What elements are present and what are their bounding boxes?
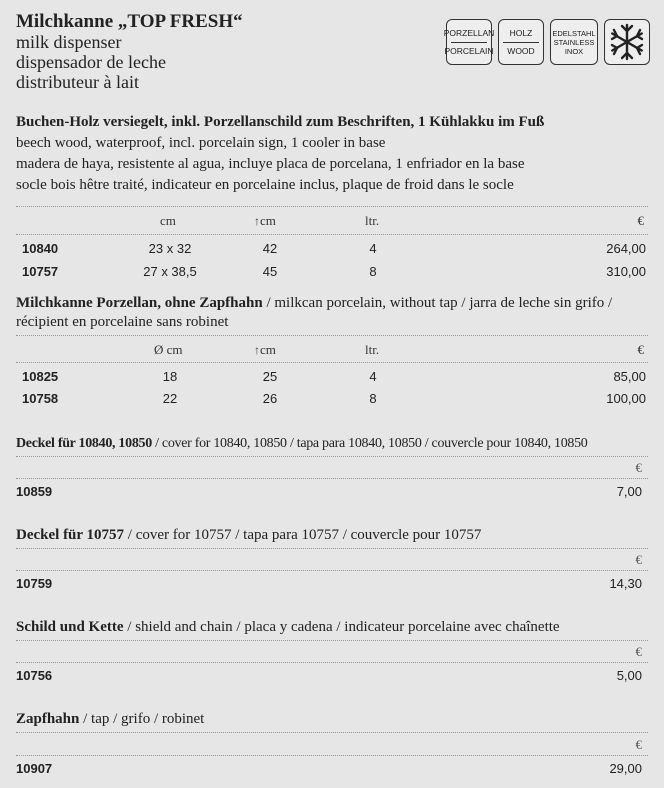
column-header-price: € bbox=[635, 644, 642, 659]
article-price: 7,00 bbox=[616, 484, 642, 499]
product-title-fr: distributeur à lait bbox=[16, 72, 139, 92]
article-height: 26 bbox=[262, 391, 278, 406]
section-title-rest: / tap / grifo / robinet bbox=[79, 711, 205, 727]
product-title: Milchkanne „TOP FRESH“ bbox=[16, 11, 243, 32]
description-en: beech wood, waterproof, incl. porcelain sign, 1 cooler in base bbox=[16, 135, 386, 151]
article-price: 310,00 bbox=[606, 264, 646, 279]
article-price: 5,00 bbox=[616, 668, 642, 683]
section-title-tap bbox=[16, 710, 204, 729]
article-size: 18 bbox=[162, 369, 178, 384]
section-title-shield-chain bbox=[16, 618, 560, 637]
badge-divider bbox=[451, 42, 487, 43]
article-volume: 8 bbox=[369, 264, 377, 279]
product-title-es: dispensador de leche bbox=[16, 52, 166, 72]
product-title-en: milk dispenser bbox=[16, 32, 122, 52]
column-header-price: € bbox=[637, 342, 644, 357]
height-arrow-icon: ↑ bbox=[254, 343, 260, 357]
section-title-rest: / cover for 10840, 10850 / tapa para 10840, 10850 / couvercle pour 10840, 10850 bbox=[151, 436, 588, 451]
porcelain-badge bbox=[443, 19, 495, 65]
column-header-price: € bbox=[635, 552, 642, 567]
description-de: Buchen-Holz versiegelt, inkl. Porzellanschild zum Beschriften, 1 Kühlakku im Fuß bbox=[16, 114, 545, 130]
divider bbox=[16, 662, 648, 663]
article-number: 10840 bbox=[22, 241, 59, 256]
divider bbox=[16, 206, 648, 207]
product-title-block bbox=[16, 12, 243, 92]
column-header-price: € bbox=[637, 213, 644, 228]
divider bbox=[16, 548, 648, 549]
snowflake-icon-svg bbox=[607, 22, 647, 62]
height-arrow-icon: ↑ bbox=[254, 214, 260, 228]
wood-badge-en: WOOD bbox=[507, 45, 535, 56]
article-size: 27 x 38,5 bbox=[143, 264, 197, 279]
column-header-height-label: cm bbox=[260, 342, 276, 357]
section-title-lid-10840 bbox=[16, 434, 588, 453]
section-title-bold: Deckel für 10757 bbox=[16, 527, 125, 543]
column-header-volume: ltr. bbox=[365, 213, 380, 228]
description-es: madera de haya, resistente al agua, incluye placa de porcelana, 1 enfriador en la base bbox=[16, 156, 525, 172]
stainless-badge bbox=[550, 19, 598, 65]
stainless-badge-en: STAINLESS bbox=[553, 37, 595, 47]
article-number: 10759 bbox=[16, 576, 53, 591]
article-height: 42 bbox=[262, 241, 278, 256]
article-volume: 4 bbox=[369, 369, 377, 384]
article-price: 100,00 bbox=[606, 391, 646, 406]
section-title-bold: Deckel für 10840, 10850 bbox=[16, 436, 152, 451]
column-header-size: Ø cm bbox=[154, 342, 183, 357]
column-header-height bbox=[254, 213, 276, 229]
divider bbox=[16, 478, 648, 479]
article-number: 10907 bbox=[16, 761, 53, 776]
column-header-height-label: cm bbox=[260, 213, 276, 228]
divider bbox=[16, 732, 648, 733]
article-size: 23 x 32 bbox=[148, 241, 192, 256]
divider bbox=[16, 755, 648, 756]
divider bbox=[16, 570, 648, 571]
article-size: 22 bbox=[162, 391, 178, 406]
porcelain-badge-en: PORCELAIN bbox=[444, 45, 494, 56]
column-header-size: cm bbox=[160, 213, 176, 228]
article-volume: 8 bbox=[369, 391, 377, 406]
divider bbox=[16, 640, 648, 641]
section-title-bold: Schild und Kette bbox=[16, 619, 124, 635]
divider bbox=[16, 362, 648, 363]
column-header-height bbox=[254, 342, 276, 358]
article-number: 10859 bbox=[16, 484, 53, 499]
column-header-price: € bbox=[635, 737, 642, 752]
stainless-badge-fr: INOX bbox=[564, 46, 584, 56]
snowflake-icon bbox=[604, 19, 650, 65]
section-title-rest: / shield and chain / placa y cadena / indicateur porcelaine avec chaînette bbox=[123, 619, 560, 635]
article-number: 10825 bbox=[22, 369, 59, 384]
wood-badge bbox=[498, 19, 544, 65]
article-number: 10758 bbox=[22, 391, 59, 406]
article-height: 25 bbox=[262, 369, 278, 384]
porcelain-badge-de: PORZELLAN bbox=[443, 27, 495, 38]
article-number: 10756 bbox=[16, 668, 53, 683]
divider bbox=[16, 456, 648, 457]
article-volume: 4 bbox=[369, 241, 377, 256]
section-title-lid-10757 bbox=[16, 526, 481, 545]
article-number: 10757 bbox=[22, 264, 59, 279]
stainless-badge-de: EDELSTAHL bbox=[552, 28, 596, 38]
badge-divider bbox=[503, 42, 539, 43]
article-price: 85,00 bbox=[613, 369, 646, 384]
description-fr: socle bois hêtre traité, indicateur en porcelaine inclus, plaque de froid dans le socle bbox=[16, 177, 514, 193]
article-height: 45 bbox=[262, 264, 278, 279]
section-title-bold: Zapfhahn bbox=[16, 711, 80, 727]
section-title-rest: / cover for 10757 / tapa para 10757 / couvercle pour 10757 bbox=[124, 527, 482, 543]
section-title-rest: / milkcan porcelain, without tap / jarra de leche sin grifo / récipient en porcelaine sans robinet bbox=[16, 295, 613, 330]
wood-badge-de: HOLZ bbox=[509, 27, 533, 38]
article-price: 14,30 bbox=[609, 576, 642, 591]
section-title-bold: Milchkanne Porzellan, ohne Zapfhahn bbox=[16, 295, 263, 311]
section-title-porcelain-milkcan bbox=[16, 294, 646, 332]
divider bbox=[16, 335, 648, 336]
article-price: 264,00 bbox=[606, 241, 646, 256]
divider bbox=[16, 234, 648, 235]
article-price: 29,00 bbox=[609, 761, 642, 776]
material-badges bbox=[443, 19, 650, 65]
column-header-volume: ltr. bbox=[365, 342, 380, 357]
column-header-price: € bbox=[635, 460, 642, 475]
product-description bbox=[16, 112, 544, 196]
